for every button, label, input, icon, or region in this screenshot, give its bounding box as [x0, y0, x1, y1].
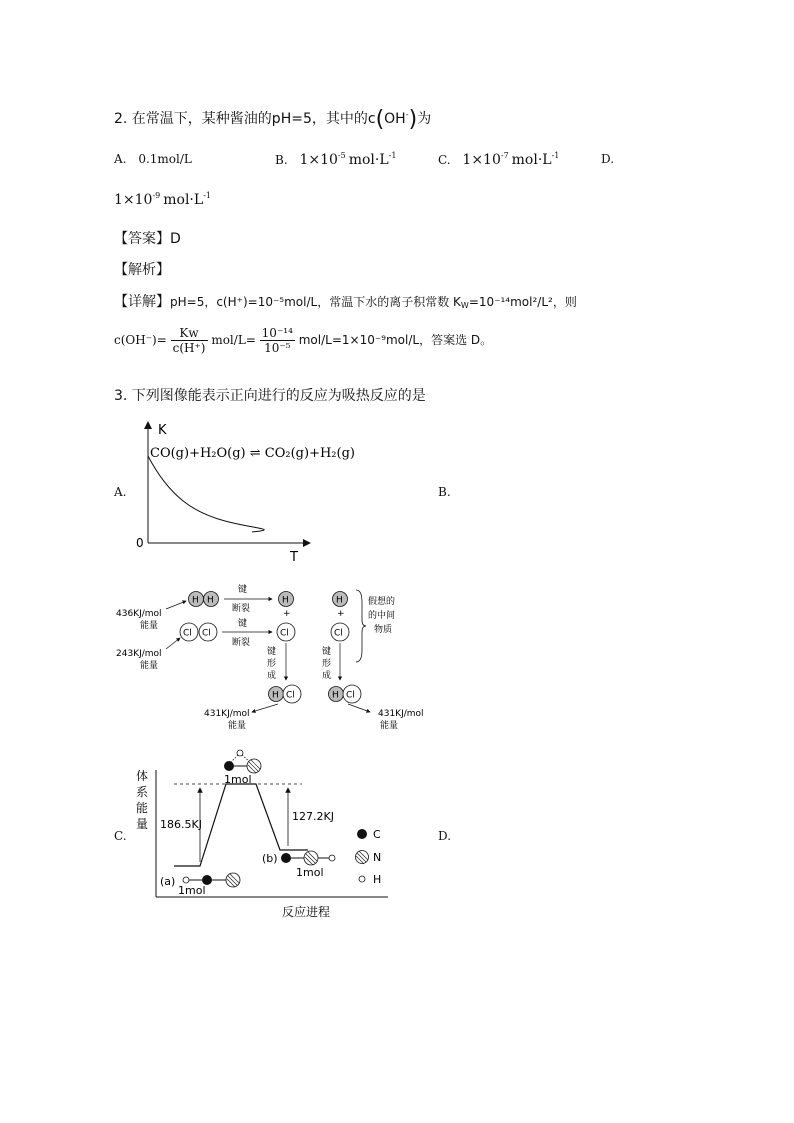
q2-formula: [114, 326, 492, 355]
graph-c-y-label: 体: [136, 769, 149, 783]
energy-436: 436KJ/mol: [116, 609, 162, 619]
detail-text2: =10⁻¹⁴mol²/L²，则: [468, 295, 577, 309]
energy-431-left: 431KJ/mol: [204, 709, 250, 719]
option-uexp: -1: [551, 151, 560, 160]
graph-c-x-label: 反应进程: [282, 905, 331, 919]
hypothetical-label: 的中间: [368, 611, 396, 621]
q2-option-b[interactable]: [275, 152, 396, 168]
option-unit: mol·L: [348, 152, 389, 168]
q2-stem-oh: OH: [384, 111, 406, 127]
break-label: 断裂: [232, 638, 251, 648]
formula-lhs: c(OH⁻)=: [114, 333, 167, 347]
formula-den1: c(H⁺): [172, 341, 206, 355]
option-exp: -7: [500, 151, 509, 160]
graph-c-y-label: 能: [136, 801, 149, 815]
q3-option-a[interactable]: A.: [114, 485, 127, 499]
plus-sign: +: [283, 609, 291, 619]
option-text: 1×10: [299, 152, 338, 168]
q3-stem: 3. 下列图像能表示正向进行的反应为吸热反应的是: [114, 388, 426, 404]
h-label: H: [332, 690, 339, 701]
option-letter: D.: [601, 152, 615, 166]
option-unit: mol·L: [163, 192, 204, 208]
form-label: 形: [267, 659, 277, 669]
plus-sign: +: [337, 609, 345, 619]
cl-label: Cl: [286, 690, 295, 701]
break-label: 键: [238, 585, 248, 595]
answer-value: D: [170, 231, 181, 247]
h-atom: [183, 877, 189, 883]
q2-analysis-label: 【解析】: [114, 262, 170, 278]
q2-stem-text: 2. 在常温下，某种酱油的pH=5，其中的c: [114, 111, 376, 127]
graph-c-mol-a: 1mol: [178, 884, 206, 897]
break-label: 键: [238, 619, 248, 629]
q3-option-d[interactable]: D.: [438, 829, 452, 843]
cl-label: Cl: [280, 628, 289, 639]
formula-den2: 10⁻⁵: [264, 341, 291, 355]
cl-label: Cl: [346, 690, 355, 701]
graph-a-x-label: T: [290, 550, 298, 565]
energy-label: 能量: [140, 621, 159, 631]
cl-label: Cl: [334, 628, 343, 639]
graph-c-e1: 186.5KJ: [160, 818, 202, 831]
form-label: 键: [322, 647, 332, 657]
detail-label: 【详解】: [114, 294, 170, 310]
cl-label: Cl: [202, 628, 211, 639]
q2-option-d-letter[interactable]: [601, 152, 614, 166]
detail-text: pH=5，c(H⁺)=10⁻⁵mol/L，常温下水的离子积常数 K: [170, 295, 461, 309]
graph-c-mol-top: 1mol: [224, 773, 252, 786]
graph-c-label-a: (a): [160, 875, 176, 888]
graph-a-y-label: K: [158, 423, 167, 438]
graph-a-curve: [148, 456, 264, 532]
answer-label: 【答案】: [114, 231, 170, 247]
q2-option-d-value[interactable]: [114, 192, 211, 208]
q2-option-a[interactable]: [114, 152, 192, 166]
form-label: 成: [322, 671, 332, 681]
option-text: 0.1mol/L: [138, 152, 192, 166]
h-label: H: [192, 595, 199, 606]
option-exp: -5: [337, 151, 346, 160]
q2-answer: [114, 228, 181, 248]
legend-h-icon: [359, 876, 365, 882]
energy-label: 能量: [140, 661, 159, 671]
c-atom: [224, 761, 234, 771]
h-label: H: [282, 595, 289, 606]
q2-detail: [114, 291, 577, 311]
legend-c-icon: [357, 829, 367, 839]
option-letter: C.: [438, 153, 451, 167]
c-atom: [281, 853, 291, 863]
q3-option-c[interactable]: C.: [114, 829, 127, 843]
hypothetical-label: 假想的: [368, 597, 396, 607]
brace: [356, 590, 366, 662]
cl-label: Cl: [183, 628, 192, 639]
q3-option-b[interactable]: B.: [438, 485, 451, 499]
legend-h: H: [373, 873, 382, 886]
form-label: 成: [267, 671, 277, 681]
legend-n-icon: [356, 851, 369, 864]
graph-c: [130, 742, 410, 924]
form-label: 键: [267, 647, 277, 657]
graph-c-y-label: 量: [136, 817, 149, 831]
formula-mid: mol/L=: [211, 333, 256, 347]
option-text: 1×10: [462, 152, 501, 168]
h-label: H: [272, 690, 279, 701]
graph-a-reaction: CO(g)+H₂O(g) ⇌ CO₂(g)+H₂(g): [150, 446, 355, 461]
option-exp: -9: [152, 191, 161, 200]
option-uexp: -1: [203, 191, 211, 200]
graph-a: [130, 418, 355, 568]
option-letter: B.: [275, 153, 288, 167]
h-label: H: [336, 595, 343, 606]
energy-243: 243KJ/mol: [116, 649, 162, 659]
option-letter: A.: [114, 152, 127, 166]
q2-stem: 2. 在常温下，某种酱油的pH=5，其中的c(OH-)为: [114, 107, 432, 132]
graph-b: [112, 582, 432, 734]
energy-label: 能量: [380, 721, 399, 731]
option-uexp: -1: [388, 151, 397, 160]
formula-tail: mol/L=1×10⁻⁹mol/L，答案选 D。: [298, 333, 493, 347]
break-label: 断裂: [232, 604, 251, 614]
option-text: 1×10: [114, 192, 153, 208]
option-unit: mol·L: [511, 152, 552, 168]
energy-431-right: 431KJ/mol: [378, 709, 424, 719]
q2-option-c[interactable]: [438, 152, 559, 168]
formula-num2: 10⁻¹⁴: [261, 326, 293, 340]
energy-label: 能量: [228, 721, 247, 731]
formula-frac-1: [171, 326, 208, 355]
graph-c-label-b: (b): [262, 852, 278, 865]
graph-c-mol-b: 1mol: [296, 866, 324, 879]
h-atom: [329, 855, 335, 861]
hypothetical-label: 物质: [374, 625, 393, 635]
h-label: H: [207, 595, 214, 606]
formula-num1: Kw: [171, 326, 208, 341]
form-label: 形: [322, 659, 332, 669]
formula-frac-2: [260, 326, 295, 355]
legend-n: N: [373, 851, 382, 864]
legend-c: C: [373, 828, 381, 841]
graph-c-y-label: 系: [136, 785, 149, 799]
q2-stem-tail: 为: [417, 111, 432, 127]
graph-c-e2: 127.2KJ: [292, 810, 334, 823]
graph-a-origin: 0: [136, 536, 144, 550]
detail-kw-sub: W: [460, 301, 469, 310]
